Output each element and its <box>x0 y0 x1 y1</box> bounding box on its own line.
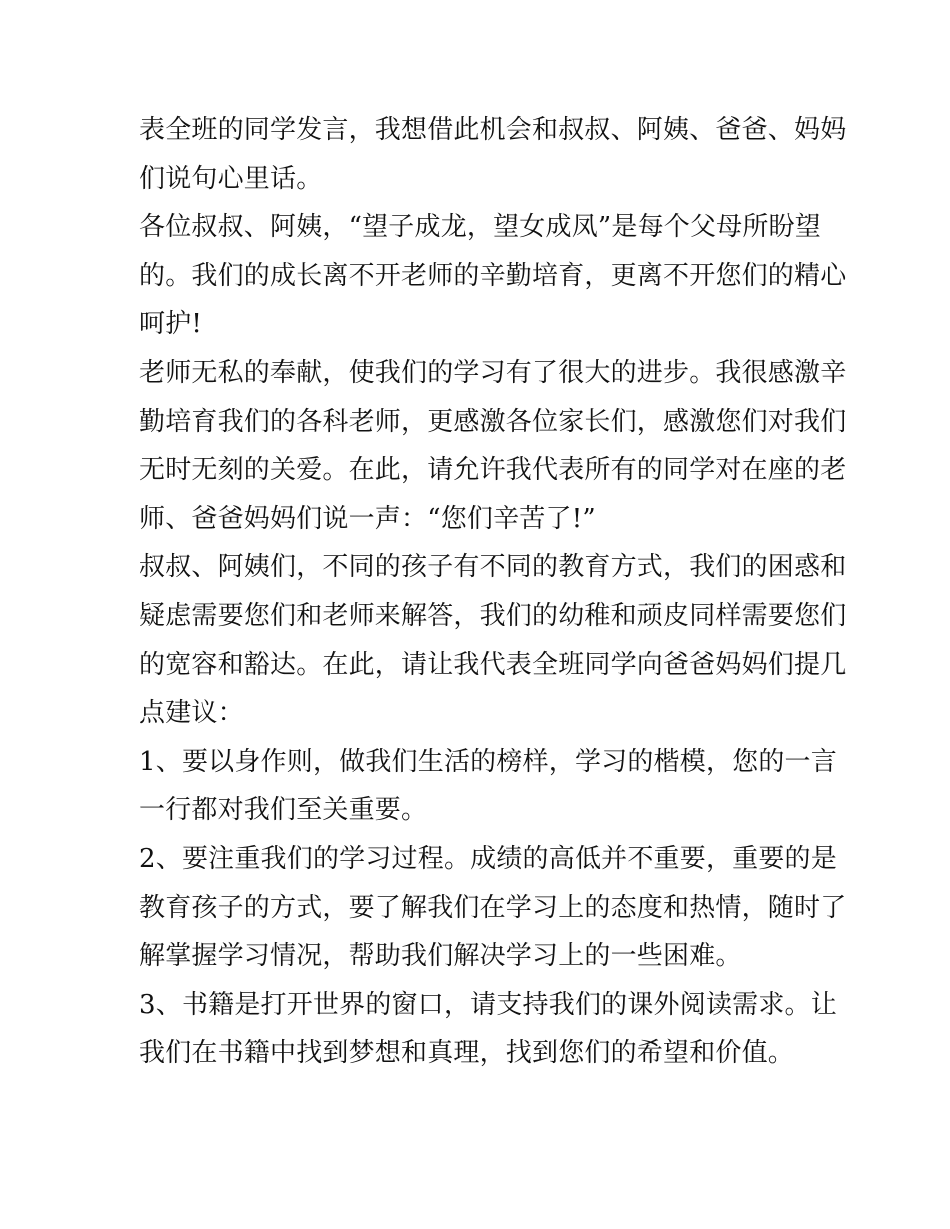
text-line: 的。我们的成长离不开老师的辛勤培育，更离不开您们的精心 <box>139 260 847 291</box>
text-line: 一行都对我们至关重要。 <box>139 795 428 826</box>
text-line: 教育孩子的方式，要了解我们在学习上的态度和热情，随时了 <box>139 892 847 923</box>
text-line: 们说句心里话。 <box>139 163 323 194</box>
speech-text-block <box>139 106 847 1078</box>
text-line: 无时无刻的关爱。在此，请允许我代表所有的同学对在座的老 <box>139 455 847 486</box>
text-line: 老师无私的奉献，使我们的学习有了很大的进步。我很感激辛 <box>139 357 847 388</box>
text-line: 师、爸爸妈妈们说一声：“您们辛苦了!” <box>139 503 596 534</box>
text-line: 表全班的同学发言，我想借此机会和叔叔、阿姨、爸爸、妈妈 <box>139 115 847 145</box>
text-line: 勤培育我们的各科老师，更感激各位家长们，感激您们对我们 <box>139 406 847 437</box>
text-line: 解掌握学习情况，帮助我们解决学习上的一些困难。 <box>139 941 742 972</box>
text-line: 3、书籍是打开世界的窗口，请支持我们的课外阅读需求。让 <box>139 989 837 1020</box>
text-line: 各位叔叔、阿姨，“望子成龙，望女成凤”是每个父母所盼望 <box>139 212 821 243</box>
text-line: 呵护! <box>139 309 203 340</box>
text-line: 的宽容和豁达。在此，请让我代表全班同学向爸爸妈妈们提几 <box>139 649 847 680</box>
text-line: 1、要以身作则，做我们生活的榜样，学习的楷模，您的一言 <box>139 746 837 777</box>
text-line: 叔叔、阿姨们，不同的孩子有不同的教育方式，我们的困惑和 <box>139 552 847 583</box>
text-line: 点建议： <box>139 698 244 729</box>
text-line: 疑虑需要您们和老师来解答，我们的幼稚和顽皮同样需要您们 <box>139 600 847 631</box>
text-line: 我们在书籍中找到梦想和真理，找到您们的希望和价值。 <box>139 1038 795 1069</box>
text-line: 2、要注重我们的学习过程。成绩的高低并不重要，重要的是 <box>139 843 837 874</box>
